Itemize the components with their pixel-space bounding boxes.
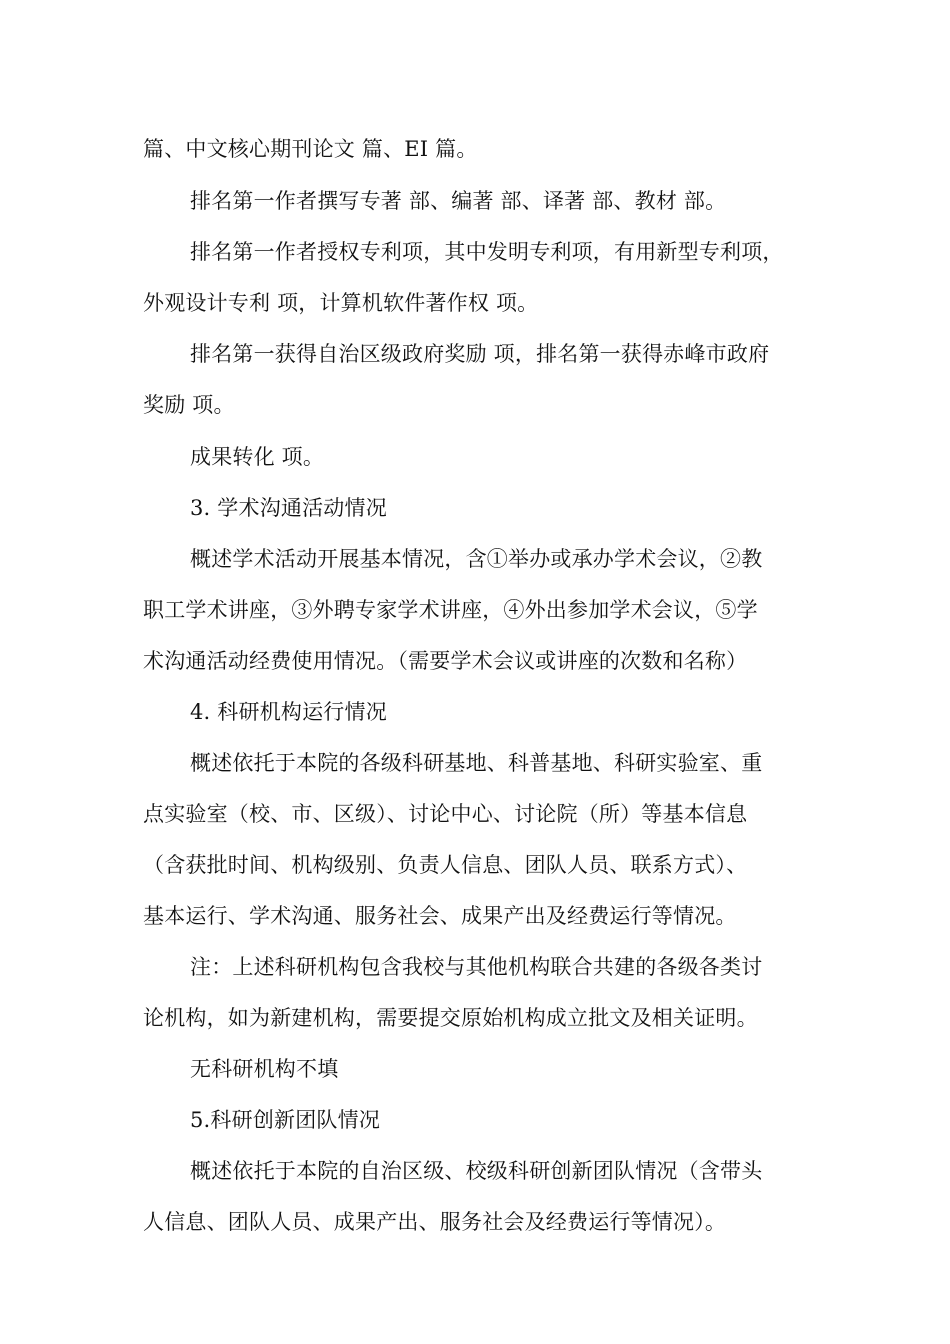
text-line: 排名第一获得自治区级政府奖励 项，排名第一获得赤峰市政府: [190, 342, 770, 366]
text-line: 无科研机构不填: [190, 1057, 339, 1081]
text-line: 排名第一作者授权专利项，其中发明专利项，有用新型专利项，: [190, 240, 784, 264]
text-line: 排名第一作者撰写专著 部、编著 部、译著 部、教材 部。: [190, 189, 727, 213]
text-line: 奖励 项。: [143, 393, 235, 417]
text-line: 成果转化 项。: [190, 445, 325, 469]
section-heading: 4. 科研机构运行情况: [190, 700, 387, 724]
text-line: 人信息、团队人员、成果产出、服务社会及经费运行等情况）。: [143, 1210, 727, 1234]
text-line: （含获批时间、机构级别、负责人信息、团队人员、联系方式）、: [143, 853, 748, 877]
text-line: 外观设计专利 项，计算机软件著作权 项。: [143, 291, 539, 315]
text-line: 概述学术活动开展基本情况，含①举办或承办学术会议，②教: [190, 547, 763, 571]
section-heading: 5.科研创新团队情况: [190, 1108, 381, 1132]
text-line: 概述依托于本院的各级科研基地、科普基地、科研实验室、重: [190, 751, 763, 775]
text-line: 点实验室（校、市、区级）、讨论中心、讨论院（所）等基本信息: [143, 802, 748, 826]
text-line: 篇、中文核心期刊论文 篇、EI 篇。: [143, 137, 478, 161]
text-line: 职工学术讲座，③外聘专家学术讲座，④外出参加学术会议，⑤学: [143, 598, 758, 622]
section-heading: 3. 学术沟通活动情况: [190, 496, 387, 520]
text-line: 术沟通活动经费使用情况。（需要学术会议或讲座的次数和名称）: [143, 649, 748, 673]
note-text: 论机构，如为新建机构，需要提交原始机构成立批文及相关证明。: [143, 1006, 758, 1030]
text-line: 基本运行、学术沟通、服务社会、成果产出及经费运行等情况。: [143, 904, 737, 928]
text-line: 概述依托于本院的自治区级、校级科研创新团队情况（含带头: [190, 1159, 763, 1183]
note-text: 注：上述科研机构包含我校与其他机构联合共建的各级各类讨: [190, 955, 763, 979]
